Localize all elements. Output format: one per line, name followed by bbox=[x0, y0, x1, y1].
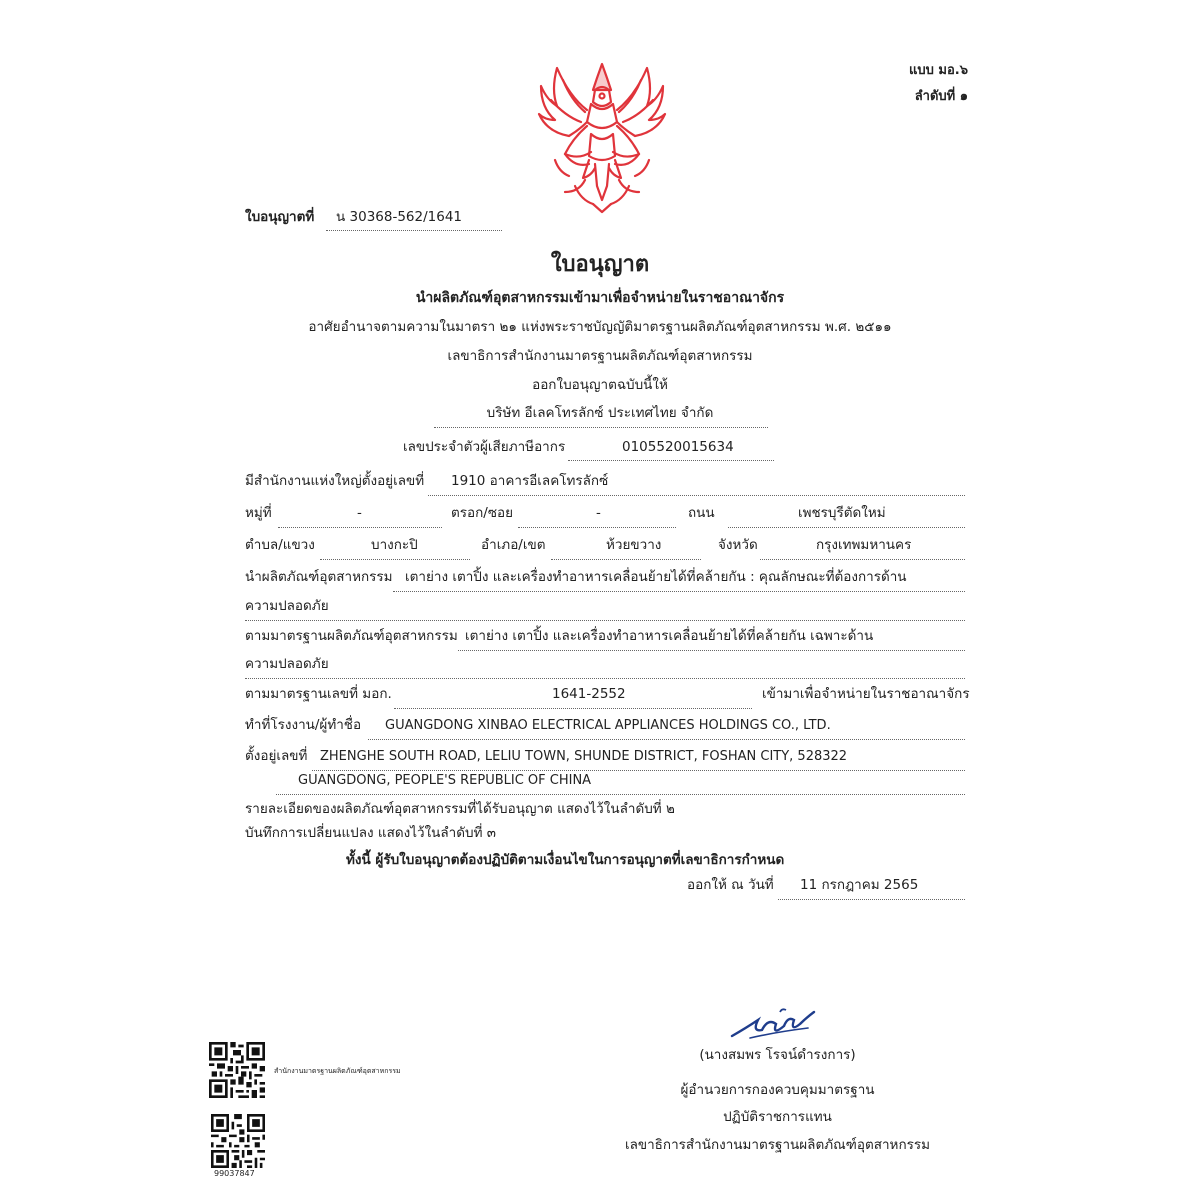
road-label: ถนน bbox=[688, 505, 715, 521]
standard-line-1-rule bbox=[458, 650, 965, 651]
tax-value: 0105520015634 bbox=[622, 439, 734, 455]
document-subtitle: นำผลิตภัณฑ์อุตสาหกรรมเข้ามาเพื่อจำหน่ายในราชอาณาจักร bbox=[415, 290, 785, 306]
signatory-position: ผู้อำนวยการกองควบคุมมาตรฐาน bbox=[680, 1082, 875, 1098]
soi-label: ตรอก/ซอย bbox=[451, 505, 514, 521]
office-value: 1910 อาคารอีเลคโทรลักซ์ bbox=[451, 473, 609, 489]
issued-line bbox=[778, 899, 965, 900]
province-value: กรุงเทพมหานคร bbox=[816, 537, 912, 553]
soi-value: - bbox=[596, 505, 601, 521]
soi-line bbox=[518, 527, 676, 528]
district-label: อำเภอ/เขต bbox=[481, 537, 546, 553]
issued-label: ออกให้ ณ วันที่ bbox=[687, 877, 774, 893]
road-value: เพชรบุรีตัดใหม่ bbox=[798, 505, 886, 521]
factory-value: GUANGDONG XINBAO ELECTRICAL APPLIANCES HOLDINGS CO., LTD. bbox=[385, 718, 831, 733]
qr-code-icon bbox=[209, 1042, 265, 1098]
province-label: จังหวัด bbox=[718, 537, 758, 553]
product-line-1: เตาย่าง เตาปิ้ง และเครื่องทำอาหารเคลื่อนย้ายได้ที่คล้ายกัน : คุณลักษณะที่ต้องการด้าน bbox=[405, 569, 907, 585]
location-label: ตั้งอยู่เลขที่ bbox=[245, 748, 308, 764]
tax-label: เลขประจำตัวผู้เสียภาษีอากร bbox=[403, 439, 566, 455]
license-no-label: ใบอนุญาตที่ bbox=[245, 209, 315, 225]
product-line-1-rule bbox=[393, 591, 965, 592]
details-note: รายละเอียดของผลิตภัณฑ์อุตสาหกรรมที่ได้รับอนุญาต แสดงไว้ในลำดับที่ ๒ bbox=[245, 801, 675, 817]
license-no-value: น 30368-562/1641 bbox=[336, 209, 463, 225]
issued-value: 11 กรกฎาคม 2565 bbox=[800, 877, 919, 893]
form-order: ลำดับที่ ๑ bbox=[914, 89, 968, 104]
subdistrict-value: บางกะปิ bbox=[371, 537, 418, 553]
factory-line bbox=[368, 739, 965, 740]
district-line bbox=[551, 559, 701, 560]
company-name: บริษัท อีเลคโทรลักซ์ ประเทศไทย จำกัด bbox=[486, 405, 714, 421]
product-line-2: ความปลอดภัย bbox=[245, 598, 329, 614]
issue-line: ออกใบอนุญาตฉบับนี้ให้ bbox=[532, 377, 668, 393]
product-line-2-rule bbox=[245, 620, 965, 621]
subdistrict-line bbox=[320, 559, 470, 560]
qr-code-icon bbox=[211, 1114, 265, 1168]
qr-caption: สำนักงานมาตรฐานผลิตภัณฑ์อุตสาหกรรม bbox=[274, 1067, 401, 1075]
moo-value: - bbox=[357, 505, 362, 521]
document-title: ใบอนุญาต bbox=[550, 252, 650, 277]
office-label: มีสำนักงานแห่งใหญ่ตั้งอยู่เลขที่ bbox=[245, 473, 425, 489]
condition-note: ทั้งนี้ ผู้รับใบอนุญาตต้องปฏิบัติตามเงื่อนไขในการอนุญาตที่เลขาธิการกำหนด bbox=[346, 852, 785, 868]
location-line-1: ZHENGHE SOUTH ROAD, LELIU TOWN, SHUNDE DISTRICT, FOSHAN CITY, 528322 bbox=[320, 749, 848, 764]
std-no-label: ตามมาตรฐานเลขที่ มอก. bbox=[245, 686, 392, 702]
location-line-2: GUANGDONG, PEOPLE'S REPUBLIC OF CHINA bbox=[298, 773, 592, 788]
location-line-2-rule bbox=[276, 794, 965, 795]
license-no-line bbox=[326, 230, 502, 231]
factory-label: ทำที่โรงงาน/ผู้ทำชื่อ bbox=[245, 717, 362, 733]
signatory-office: เลขาธิการสำนักงานมาตรฐานผลิตภัณฑ์อุตสาหกรรม bbox=[624, 1137, 931, 1153]
standard-line-2: ความปลอดภัย bbox=[245, 656, 329, 672]
province-line bbox=[760, 559, 965, 560]
district-value: ห้วยขวาง bbox=[606, 537, 662, 553]
moo-label: หมู่ที่ bbox=[245, 505, 272, 521]
qr-code-number: 99037847 bbox=[214, 1169, 255, 1178]
form-code: แบบ มอ.๖ bbox=[909, 63, 968, 78]
signatory-acting: ปฏิบัติราชการแทน bbox=[723, 1109, 832, 1125]
tax-line bbox=[568, 460, 774, 461]
standard-line-1: เตาย่าง เตาปิ้ง และเครื่องทำอาหารเคลื่อนย้ายได้ที่คล้ายกัน เฉพาะด้าน bbox=[465, 628, 874, 644]
signatory-name: (นางสมพร โรจน์ดำรงการ) bbox=[699, 1047, 856, 1063]
secretary-line: เลขาธิการสำนักงานมาตรฐานผลิตภัณฑ์อุตสาหกรรม bbox=[447, 348, 753, 364]
std-no-line bbox=[394, 708, 752, 709]
signature-icon bbox=[728, 1006, 823, 1046]
location-line-1-rule bbox=[312, 770, 965, 771]
moo-line bbox=[278, 527, 442, 528]
authority-line: อาศัยอำนาจตามความในมาตรา ๒๑ แห่งพระราชบัญญัติมาตรฐานผลิตภัณฑ์อุตสาหกรรม พ.ศ. ๒๕๑๑ bbox=[308, 319, 892, 335]
form-code-block bbox=[909, 58, 968, 110]
changes-note: บันทึกการเปลี่ยนแปลง แสดงไว้ในลำดับที่ ๓ bbox=[245, 825, 496, 841]
product-label: นำผลิตภัณฑ์อุตสาหกรรม bbox=[245, 569, 393, 585]
office-line bbox=[428, 495, 965, 496]
garuda-emblem-icon bbox=[535, 60, 670, 215]
standard-label: ตามมาตรฐานผลิตภัณฑ์อุตสาหกรรม bbox=[245, 628, 458, 644]
std-no-suffix: เข้ามาเพื่อจำหน่ายในราชอาณาจักร bbox=[762, 686, 970, 702]
std-no-value: 1641-2552 bbox=[552, 686, 626, 702]
road-line bbox=[728, 527, 965, 528]
company-line bbox=[434, 427, 768, 428]
subdistrict-label: ตำบล/แขวง bbox=[245, 537, 315, 553]
standard-line-2-rule bbox=[245, 678, 965, 679]
